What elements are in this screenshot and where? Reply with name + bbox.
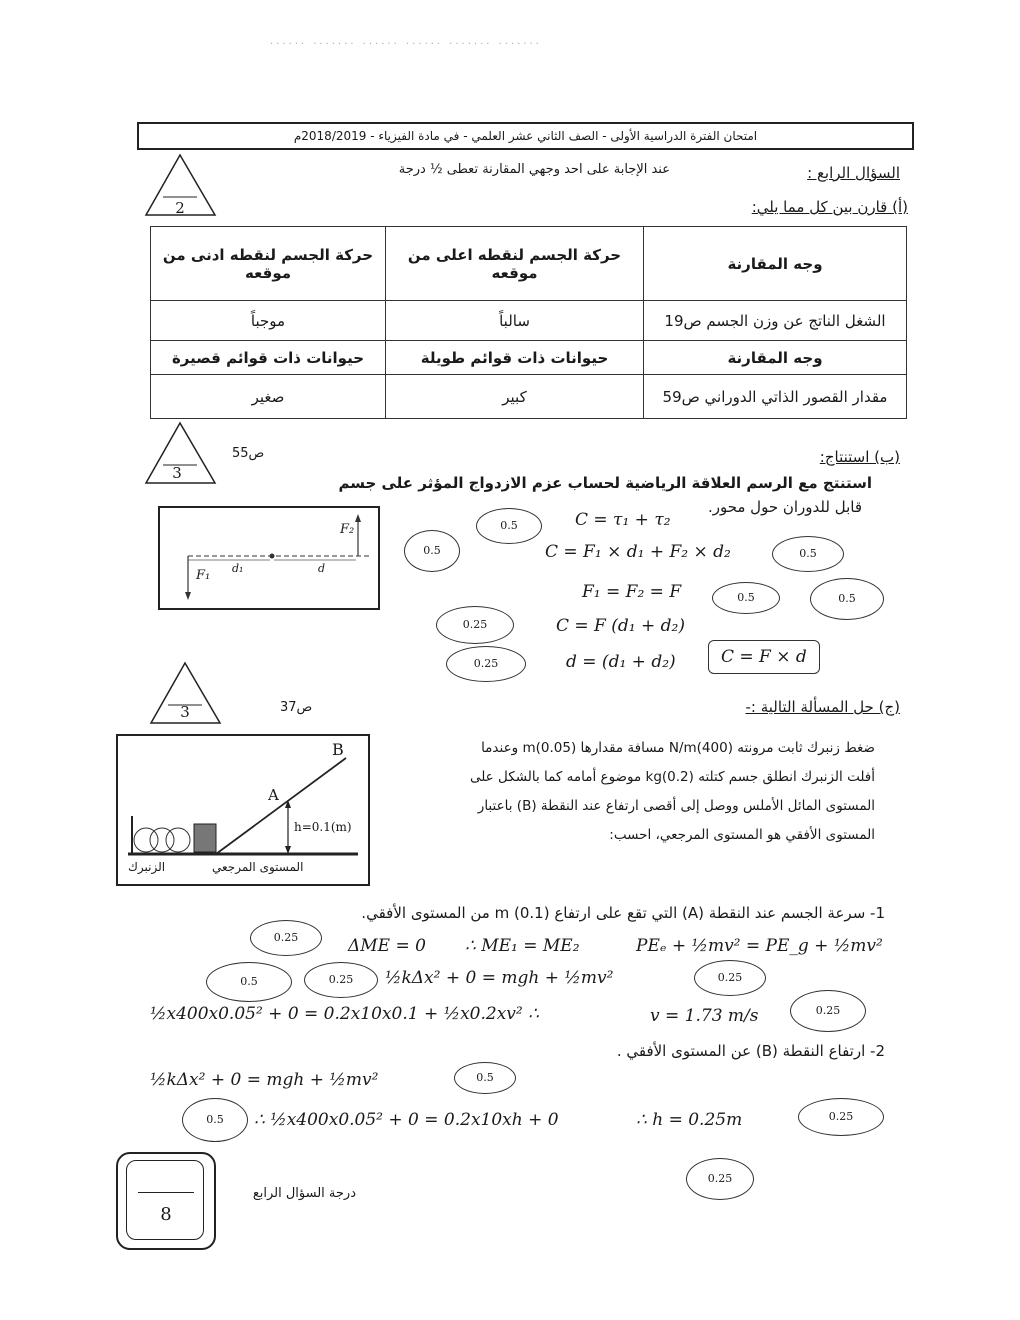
mark-bubble-b6: 0.25 — [446, 646, 526, 682]
eq-c1-5: ½x400x0.05² + 0 = 0.2x10x0.1 + ½x0.2xv² ∴ — [150, 1004, 539, 1024]
top-scan-noise: ...... ....... ...... ...... ....... ....... — [270, 36, 542, 47]
eq-c1-1: ΔME = 0 — [348, 936, 426, 956]
point-b-label: B — [332, 740, 344, 759]
mark-bubble-b1: 0.5 — [476, 508, 542, 544]
eq-c2-1: ½kΔx² + 0 = mgh + ½mv² — [150, 1070, 379, 1090]
eq-c1-4: ½kΔx² + 0 = mgh + ½mv² — [385, 968, 614, 988]
mark-bubble-c7: 0.5 — [182, 1098, 248, 1142]
eq-b-4: C = F (d₁ + d₂) — [556, 616, 685, 636]
cell-h1-2: حركة الجسم لنقطه ادنى من موقعه — [151, 227, 386, 301]
cell-h1-0: وجه المقارنة — [644, 227, 907, 301]
incline-figure — [116, 734, 370, 886]
cell-h2-2: حيوانات ذات قوائم قصيرة — [151, 341, 386, 375]
force-f1-label: F₁ — [196, 568, 211, 583]
part-b-text-1: استنتج مع الرسم العلاقة الرياضية لحساب عزم الازدواج المؤثر على جسم — [338, 474, 872, 492]
spring-label: الزنبرك — [128, 860, 166, 874]
sub-question-2: 2- ارتفاع النقطة (B) عن المستوى الأفقي . — [616, 1042, 885, 1060]
exam-header: امتحان الفترة الدراسية الأولى - الصف الثاني عشر العلمي - في مادة الفيزياء - 2018/2019م — [137, 122, 914, 150]
eq-b-1: C = τ₁ + τ₂ — [575, 510, 671, 530]
force-f2-label: F₂ — [340, 522, 355, 537]
score-b: 3 — [172, 464, 182, 482]
mark-bubble-c8: 0.25 — [798, 1098, 884, 1136]
mark-bubble-c6: 0.5 — [454, 1062, 516, 1094]
cell-h2-0: وجه المقارنة — [644, 341, 907, 375]
d1-label: d₁ — [232, 562, 244, 575]
cell-h1-1: حركة الجسم لنقطه اعلى من موقعه — [386, 227, 644, 301]
cell-r1-1: سالباً — [386, 301, 644, 341]
d2-label: d — [318, 562, 326, 575]
part-a-title: (أ) قارن بين كل مما يلي: — [751, 198, 908, 216]
mark-bubble-c1: 0.25 — [250, 920, 322, 956]
eq-c1-3: PEₑ + ½mv² = PE_g + ½mv² — [636, 936, 883, 956]
total-score: 8 — [160, 1204, 172, 1225]
score-a: 2 — [175, 199, 185, 217]
problem-line-1: ضغط زنبرك ثابت مرونته (400)N/m مسافة مقدارها (0.05)m وعندما — [481, 740, 875, 756]
problem-text — [365, 734, 875, 850]
part-b-text-2: قابل للدوران حول محور. — [707, 498, 862, 516]
total-score-box — [116, 1152, 216, 1250]
problem-line-3: المستوى المائل الأملس ووصل إلى أقصى ارتفاع عند النقطة (B) باعتبار — [477, 798, 875, 814]
mark-bubble-b3: 0.5 — [712, 582, 780, 614]
eq-c2-2: ∴ ½x400x0.05² + 0 = 0.2x10xh + 0 — [254, 1110, 559, 1130]
mark-bubble-c9: 0.25 — [686, 1158, 754, 1200]
cell-r2-0: مقدار القصور الذاتي الدوراني ص59 — [644, 375, 907, 419]
cell-h2-1: حيوانات ذات قوائم طويلة — [386, 341, 644, 375]
cell-r2-1: كبير — [386, 375, 644, 419]
part-b-title: (ب) استنتاج: — [819, 448, 900, 466]
grading-note: عند الإجابة على احد وجهي المقارنة تعطى ½ درجة — [398, 162, 670, 177]
problem-line-2: أفلت الزنبرك انطلق جسم كتلته (0.2)kg موضوع أمامه كما بالشكل على — [469, 769, 875, 785]
mark-bubble-fig: 0.5 — [404, 530, 460, 572]
mark-bubble-b4: 0.5 — [810, 578, 884, 620]
mark-bubble-c5: 0.25 — [790, 990, 866, 1032]
sub-question-1: 1- سرعة الجسم عند النقطة (A) التي تقع على ارتفاع (0.1) m من المستوى الأفقي. — [361, 904, 885, 922]
mark-bubble-c3: 0.25 — [304, 962, 378, 998]
mark-bubble-c2: 0.5 — [206, 962, 292, 1002]
mark-bubble-b2: 0.5 — [772, 536, 844, 572]
reference-level-label: المستوى المرجعي — [212, 860, 304, 874]
point-a-label: A — [268, 786, 279, 804]
problem-line-4: المستوى الأفقي هو المستوى المرجعي، احسب: — [609, 827, 875, 843]
comparison-table — [150, 226, 907, 419]
eq-c2-3: ∴ h = 0.25m — [636, 1110, 743, 1130]
eq-b-5: d = (d₁ + d₂) — [566, 652, 676, 672]
eq-b-2: C = F₁ × d₁ + F₂ × d₂ — [545, 542, 731, 562]
mark-bubble-c4: 0.25 — [694, 960, 766, 996]
eq-c1-2: ∴ ME₁ = ME₂ — [465, 936, 580, 956]
page-ref-c: ص37 — [280, 700, 313, 715]
part-c-title: (ج) حل المسألة التالية :- — [745, 698, 900, 716]
cell-r1-0: الشغل الناتج عن وزن الجسم ص19 — [644, 301, 907, 341]
eq-b-final-box: C = F × d — [708, 640, 820, 674]
total-score-label: درجة السؤال الرابع — [252, 1186, 356, 1201]
mark-bubble-b5: 0.25 — [436, 606, 514, 644]
eq-c1-6: v = 1.73 m/s — [650, 1006, 759, 1026]
score-c: 3 — [180, 703, 190, 721]
question-title: السؤال الرابع : — [807, 164, 900, 182]
cell-r1-2: موجباً — [151, 301, 386, 341]
eq-b-3: F₁ = F₂ = F — [582, 582, 682, 602]
page-ref-b: ص55 — [232, 446, 265, 461]
cell-r2-2: صغير — [151, 375, 386, 419]
couple-figure — [158, 506, 380, 610]
height-label: h=0.1(m) — [294, 820, 352, 834]
